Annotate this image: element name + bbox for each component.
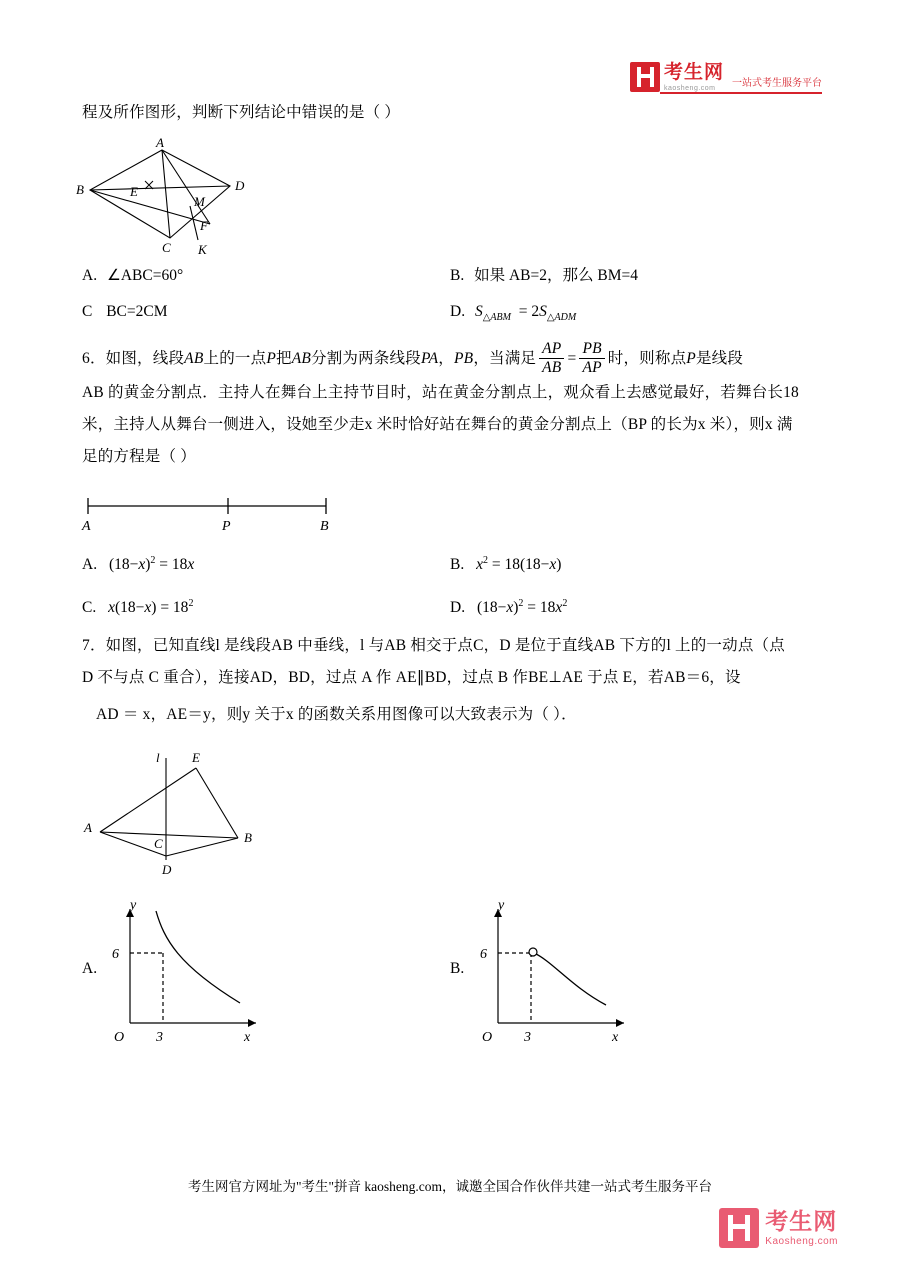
svg-text:x: x [244,1030,251,1045]
q6-line3: 米，主持人从舞台一侧进入，设她至少走x 米时恰好站在舞台的黄金分割点上（BP 的长为x 米），则x 满 [82,416,793,433]
svg-text:6: 6 [112,947,119,962]
svg-text:E: E [192,750,200,765]
logo-domain: kaosheng.com [663,84,716,92]
q6-frac1-num: AP [542,340,562,357]
q6-option-a-key: A. [82,556,98,574]
svg-text:C: C [162,240,171,255]
q5-option-c [82,298,168,326]
svg-text:A: A [84,820,92,835]
q7-line2: D 不与点 C 重合），连接AD，BD，过点 A 作 AE∥BD，过点 B 作BE⊥AE 于点 E，若AB＝6，设 [82,669,741,686]
q6-frac2-num: PB [582,340,602,357]
q6-option-d [450,590,567,622]
svg-text:3: 3 [156,1030,163,1045]
q6-figure [78,492,348,532]
q5-option-d-text: $S_{\triangle ABM} = 2S_{\triangle ADM}$ [474,303,577,324]
watermark-logo-icon [719,1208,759,1248]
logo-icon [630,62,660,92]
q6-line4: 足的方程是（ ） [82,448,196,465]
q6-line2: AB 的黄金分割点．主持人在舞台上主持节目时，站在黄金分割点上，观众看上去感觉最好，若舞台长18 [82,384,800,401]
q5-option-b-text: 如果 AB=2，那么 BM=4 [474,267,638,284]
watermark-domain: Kaosheng.com [765,1235,838,1247]
q6-option-c [82,590,193,622]
q7-figure [78,750,338,880]
q6-l1-g: 是线段 [695,349,744,367]
q6-option-b-text: $x^2 = 18(18-x)$ [476,555,562,574]
q6-option-d-key: D. [450,599,466,617]
svg-text:E: E [130,184,138,199]
svg-text:3: 3 [524,1030,531,1045]
svg-text:A: A [82,519,91,532]
q6-equals: = [567,349,577,367]
svg-text:D: D [162,862,172,877]
q6-option-b-key: B. [450,556,465,574]
logo-name: 考生网 [663,61,724,83]
logo-slogan: 一站式考生服务平台 [732,78,822,89]
svg-text:M: M [194,194,205,209]
q6-frac1-den: AB [539,358,564,377]
q7-chart-b-key: B. [450,960,465,977]
q6-l1-e: ，当满足 [473,349,537,367]
svg-text:O: O [114,1030,125,1045]
watermark-name: 考生网 [765,1207,838,1234]
q7-line3: AD ＝ x，AE＝y，则y 关于x 的函数关系用图像可以大致表示为（ ）． [96,706,577,723]
q6-option-c-key: C. [82,599,97,617]
q6-option-b [450,547,561,579]
q5-option-b [450,262,638,290]
q5-figure [70,138,290,258]
q6-l1-c: 把 [275,349,292,367]
svg-text:F: F [200,218,208,233]
q6-fraction-right [579,340,604,377]
svg-text:6: 6 [480,947,487,962]
svg-text:P: P [222,519,231,532]
svg-text:K: K [198,242,207,257]
logo-text [664,63,724,92]
q6-l1-ab: AB [184,349,204,367]
svg-text:A: A [156,138,164,150]
q7-chart-a [108,895,268,1045]
q5-option-b-key: B. [450,267,465,284]
q5-option-c-key: C [82,303,93,320]
q6-l1-p: P [266,349,276,367]
q6-option-c-text: $x(18-x) = 18^2$ [108,598,194,617]
q5-option-d [450,298,576,332]
q6-l1-f: 时，则称点 [607,349,687,367]
logo-divider [660,92,822,94]
svg-text:C: C [154,836,163,851]
q6-l1-comma: ， [438,349,454,367]
q5-option-d-key: D. [450,303,466,320]
svg-text:B: B [320,519,329,532]
q6-frac2-den: AP [579,358,604,377]
q6-fraction-left [539,340,564,377]
q7-chart-a-key: A. [82,960,98,977]
svg-text:O: O [482,1030,493,1045]
footer-note: 考生网官方网址为"考生"拼音 kaosheng.com，诚邀全国合作伙伴共建一站式考生服务平台 [187,1179,712,1194]
q6-l1-d: 分割为两条线段 [311,349,421,367]
q6-option-a [82,547,194,579]
q5-option-a-key: A. [82,267,98,284]
svg-text:x: x [612,1030,619,1045]
q7-line1: 7．如图，已知直线l 是线段AB 中垂线，l 与AB 相交于点C，D 是位于直线AB 下方的l 上的一动点（点 [82,637,785,654]
q6-l1-pb: PB [453,349,474,367]
q6-l1-pa: PA [420,349,439,367]
q6-line1 [82,341,822,378]
q6-l1-b: 上的一点 [203,349,267,367]
svg-text:B: B [244,830,252,845]
q5-option-a [82,262,183,290]
q6-option-d-text: $(18-x)^2 = 18x^2$ [476,598,568,617]
svg-text:y: y [498,898,505,913]
q5-option-c-text: BC=2CM [106,303,168,320]
q5-stem-tail: 程及所作图形，判断下列结论中错误的是（ ） [82,104,401,121]
q6-option-a-text: $(18-x)^2 = 18x$ [108,555,195,574]
q7-chart-b [476,895,636,1045]
svg-text:l: l [156,750,160,765]
q6-l1-p2: P [686,349,696,367]
q6-l1-a: 6．如图，线段 [82,349,185,367]
q6-l1-ab2: AB [291,349,312,367]
q5-option-a-text: ∠ABC=60° [106,267,184,284]
svg-text:D: D [235,178,245,193]
svg-text:y: y [130,898,137,913]
footer-watermark [719,1208,838,1248]
svg-text:B: B [76,182,84,197]
site-logo [630,62,822,92]
